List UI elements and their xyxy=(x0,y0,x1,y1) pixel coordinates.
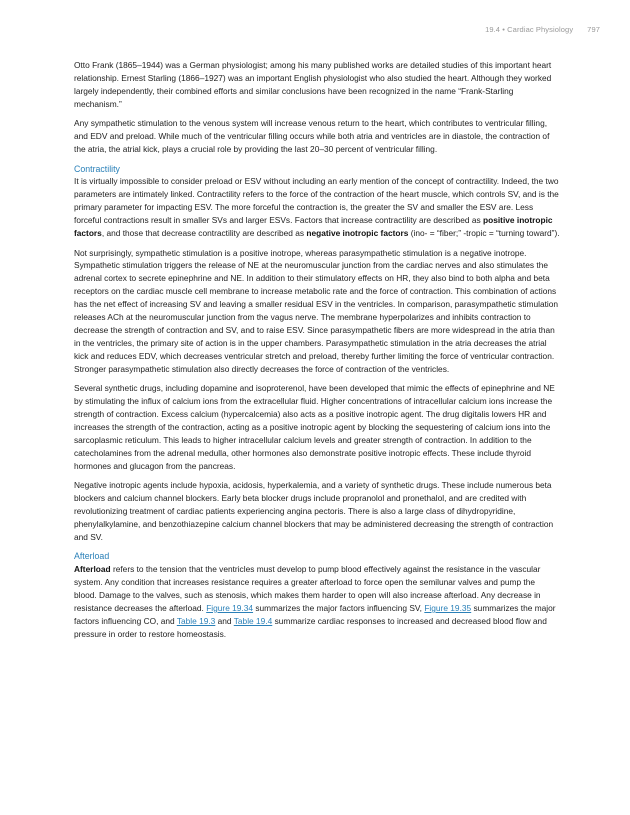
term-positive-inotropic: positive inotropic factors xyxy=(74,215,553,239)
text-run: summarize cardiac responses to increased and decreased blood flow and pressure in order to restore homeostasis. xyxy=(74,615,547,639)
text-run: , and those that decrease contractility are described as xyxy=(101,228,307,239)
paragraph-synthetic-drugs: Several synthetic drugs, including dopamine and isoproterenol, have been developed that mimic the effects of epinephrine and NE by stimulating the influx of calcium ions from the extracellular fluid. Higher concentrations of intracellular calcium ions increase the strength of contraction. Excess calcium (hypercalcemia) also acts as a positive inotropic agent. The drug digitalis lowers HR and increases the strength of the contraction, acting as a positive inotropic agent by blocking the sequestering of calcium ions into the sarcoplasmic reticulum. This leads to higher intracellular calcium levels and greater strength of contraction. In addition to the catecholamines from the adrenal medulla, other hormones also demonstrate positive inotropic effects. These include thyroid hormones and glucagon from the pancreas. xyxy=(74,383,555,471)
paragraph-sympathetic-inotrope: Not surprisingly, sympathetic stimulation is a positive inotrope, whereas parasympathetic stimulation is a negative inotrope. Sympathetic stimulation triggers the release of NE at the neuromuscular junction from the cardiac nerves and also stimulates the adrenal cortex to secrete epinephrine and NE. In addition to their stimulatory effects on HR, they also bind to both alpha and beta receptors on the cardiac muscle cell membrane to increase metabolic rate and the force of contraction. This combination of actions has the net effect of increasing SV and leaving a smaller residual ESV in the ventricles. In comparison, parasympathetic stimulation releases ACh at the neuromuscular junction from the vagus nerve. The membrane hyperpolarizes and inhibits contraction to decrease the strength of contraction and SV, and to raise ESV. Since parasympathetic fibers are more widespread in the atria than in the ventricles, the primary site of action is in the upper chambers. Parasympathetic stimulation in the atria decreases the atrial kick and reduces EDV, which decreases ventricular stretch and preload, thereby further limiting the force of ventricular contraction. Stronger parasympathetic stimulation also directly decreases the force of contraction of the ventricles. xyxy=(74,247,559,374)
running-header xyxy=(485,25,600,34)
heading-afterload: Afterload xyxy=(74,551,110,562)
text-run: and xyxy=(215,615,234,626)
term-afterload: Afterload xyxy=(74,564,111,575)
text-run: (ino- = “fiber;” -tropic = “turning toward”). xyxy=(408,228,560,239)
term-negative-inotropic: negative inotropic factors xyxy=(306,228,409,239)
text-run: It is virtually impossible to consider preload or ESV without including an early mention of the concept of contractility. Indeed, the two parameters are intimately linked. Contractility refers to the force of the contraction of the heart muscle, which controls SV, and is the primary parameter for impacting ESV. The more forceful the contraction is, the greater the SV and smaller the ESV are. Less forceful contractions result in smaller SVs and larger ESVs. Factors that increase contractility are described as xyxy=(74,176,559,226)
paragraph-venous-return: Any sympathetic stimulation to the venous system will increase venous return to the heart, which contributes to ventricular filling, and EDV and preload. While much of the ventricular filling occurs while both atria and ventricles are in diastole, the contraction of the atria, the atrial kick, plays a crucial role by providing the last 20–30 percent of ventricular filling. xyxy=(74,118,550,155)
paragraph-afterload xyxy=(74,563,560,640)
section-title: 19.4 • Cardiac Physiology xyxy=(485,25,574,34)
link-table-19-3[interactable]: Table 19.3 xyxy=(176,615,216,626)
page-number: 797 xyxy=(587,25,600,34)
text-run: refers to the tension that the ventricles must develop to pump blood effectively against the resistance in the vascular system. Any condition that increases resistance requires a greater afterload to force open the semilunar valves and pump the blood. Damage to the valves, such as stenosis, which makes them harder to open will also increase afterload. Any decrease in resistance decreases the afterload. xyxy=(74,564,541,613)
paragraph-frank-starling-history: Otto Frank (1865–1944) was a German physiologist; among his many published works are detailed studies of this important heart relationship. Ernest Starling (1866–1927) was an important English physiologist who also studied the heart. Although they worked largely independently, their combined efforts and similar conclusions have been recognized in the name “Frank-Starling mechanism.” xyxy=(74,60,552,109)
text-run: summarizes the major factors influencing SV, xyxy=(253,602,425,613)
paragraph-contractility-definition xyxy=(74,175,560,240)
heading-contractility: Contractility xyxy=(74,163,120,174)
link-table-19-4[interactable]: Table 19.4 xyxy=(233,615,273,626)
body-content xyxy=(74,59,560,647)
link-figure-19-35[interactable]: Figure 19.35 xyxy=(424,602,472,613)
link-figure-19-34[interactable]: Figure 19.34 xyxy=(206,602,254,613)
paragraph-negative-inotropic-agents: Negative inotropic agents include hypoxia, acidosis, hyperkalemia, and a variety of synthetic drugs. These include numerous beta blockers and calcium channel blockers. Early beta blocker drugs include propranolol and pronethalol, and are credited with revolutionizing treatment of cardiac patients experiencing angina pectoris. There is also a large class of dihydropyridine, phenylalkylamine, and benzothiazepine calcium channel blockers that may be administered decreasing the strength of contraction and SV. xyxy=(74,480,554,542)
text-run: summarizes the major factors influencing CO, and xyxy=(74,602,556,626)
